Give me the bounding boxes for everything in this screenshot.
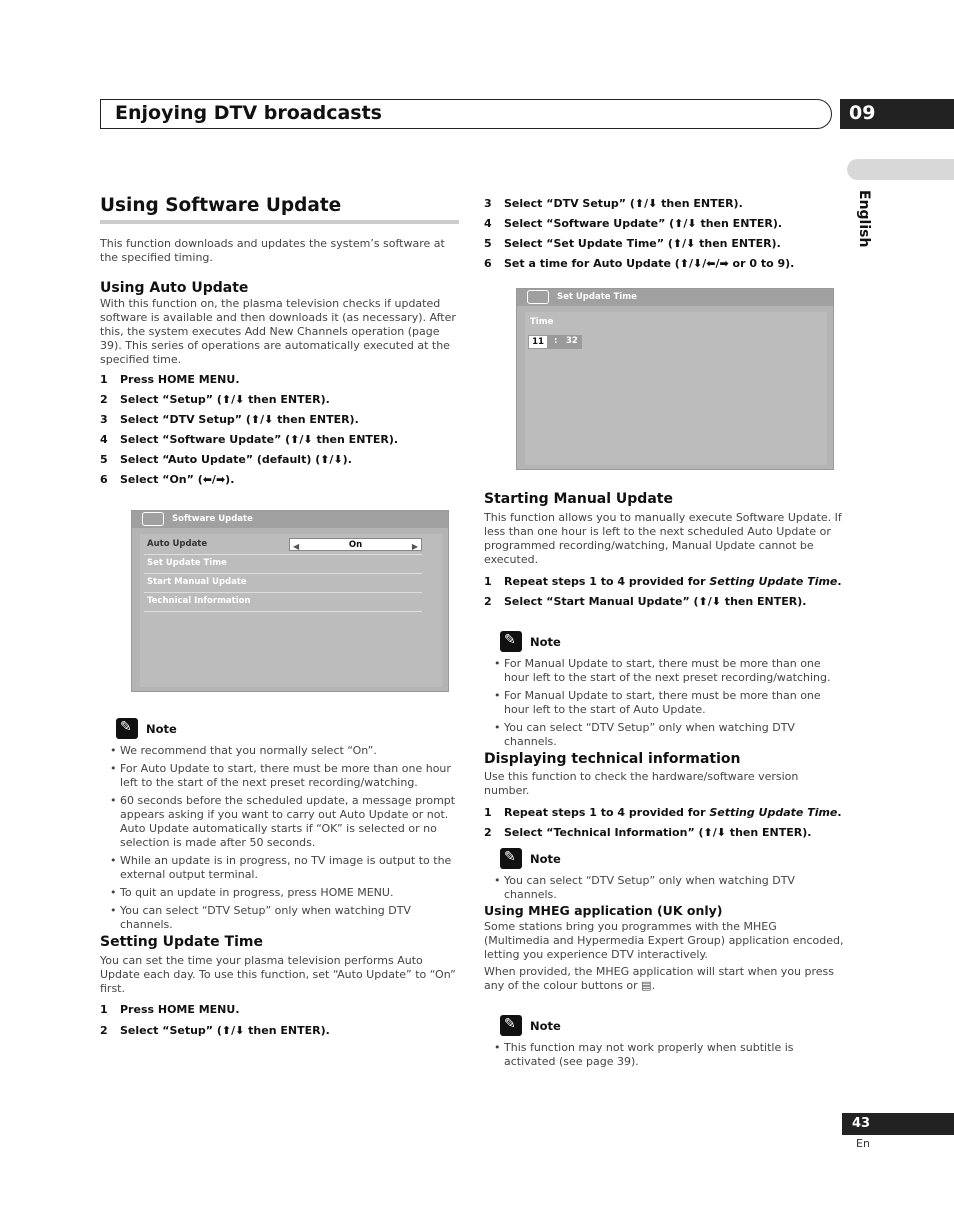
note-2 <box>494 631 844 753</box>
mheg-body-2: When provided, the MHEG application will start when you press any of the colour buttons or ▤. <box>484 965 835 992</box>
note-pencil-icon <box>116 718 138 739</box>
note-bullets <box>494 657 844 749</box>
mheg-section <box>484 903 844 993</box>
technical-info-section <box>484 751 844 839</box>
language-label: English <box>856 190 872 248</box>
tv-icon <box>142 512 164 526</box>
auto-update-value-selector[interactable] <box>289 538 422 551</box>
note-pencil-icon <box>500 631 522 652</box>
note-pencil-icon <box>500 1015 522 1036</box>
step: 2 Select “Technical Information” (⬆/⬇ then ENTER). <box>484 826 812 839</box>
step: 1 Repeat steps 1 to 4 provided for Setting Update Time. <box>484 806 842 819</box>
note-bullets <box>494 1041 844 1069</box>
auto-update-steps <box>100 373 459 486</box>
note-bullet: • For Auto Update to start, there must be more than one hour left to the start of the next preset recording/watching. <box>110 762 460 790</box>
software-update-screen <box>131 510 449 692</box>
note-bullet: • We recommend that you normally select “On”. <box>110 744 460 758</box>
step: 4 Select “Software Update” (⬆/⬇ then ENTER). <box>484 217 783 230</box>
menu-item-set-update-time[interactable]: Set Update Time <box>144 555 422 574</box>
intro-text: This function downloads and updates the system’s software at the specified timing. <box>100 237 445 264</box>
screen-title: Software Update <box>172 514 253 524</box>
mheg-body-1: Some stations bring you programmes with the MHEG (Multimedia and Hypermedia Expert Group) application encoded, letting you experience DTV interactively. <box>484 920 844 961</box>
step: 4 Select “Software Update” (⬆/⬇ then ENTER). <box>100 433 399 446</box>
technical-info-body: Use this function to check the hardware/software version number. <box>484 770 799 797</box>
manual-update-body: This function allows you to manually execute Software Update. If less than one hour is left to the next scheduled Auto Update or programmed recording/watching, Manual Update cannot be executed. <box>484 511 842 566</box>
set-update-time-screen <box>516 288 834 470</box>
step: 5 Select “Set Update Time” (⬆/⬇ then ENTER). <box>484 237 781 250</box>
note-4 <box>494 1015 844 1073</box>
step: 2 Select “Setup” (⬆/⬇ then ENTER). <box>100 393 330 406</box>
step: 2 Select “Start Manual Update” (⬆/⬇ then ENTER). <box>484 595 807 608</box>
step: 6 Set a time for Auto Update (⬆/⬇/⬅/➡ or 0 to 9). <box>484 257 795 270</box>
menu-item-start-manual-update[interactable]: Start Manual Update <box>144 574 422 593</box>
screen-title-bar <box>132 511 448 528</box>
note-heading: ✎ Note <box>500 848 844 869</box>
step: 3 Select “DTV Setup” (⬆/⬇ then ENTER). <box>100 413 359 426</box>
step: 5 Select “Auto Update” (default) (⬆/⬇). <box>100 453 352 466</box>
auto-update-value: On <box>348 540 363 550</box>
setting-update-time-steps <box>100 1003 459 1037</box>
note-1 <box>110 718 460 936</box>
step: 1 Press HOME MENU. <box>100 373 240 386</box>
step: 2 Select “Setup” (⬆/⬇ then ENTER). <box>100 1024 330 1037</box>
technical-info-heading: Displaying technical information <box>484 751 741 767</box>
note-heading: ✎ Note <box>116 718 460 739</box>
chapter-title-bar <box>100 99 832 129</box>
screen-title-bar <box>517 289 833 306</box>
note-pencil-icon <box>500 848 522 869</box>
note-bullets <box>110 744 460 932</box>
section-title: Using Software Update <box>100 195 342 216</box>
note-bullet: • You can select “DTV Setup” only when watching DTV channels. <box>110 904 460 932</box>
screen-title: Set Update Time <box>557 292 637 302</box>
note-bullet: • You can select “DTV Setup” only when watching DTV channels. <box>494 721 844 749</box>
step: 1 Press HOME MENU. <box>100 1003 240 1016</box>
note-bullet: • You can select “DTV Setup” only when watching DTV channels. <box>494 874 844 902</box>
chapter-number: 09 <box>840 99 954 129</box>
auto-update-body: With this function on, the plasma television checks if updated software is available and then downloads it (as necessary). After this, the system executes Add New Channels operation (page 39). This series of operations are automatically executed at the specified time. <box>100 297 456 366</box>
arrow-right-icon[interactable]: ▶ <box>411 542 418 551</box>
mheg-heading: Using MHEG application (UK only) <box>484 903 723 918</box>
menu-item-auto-update[interactable]: Auto Update <box>144 536 422 555</box>
note-heading: ✎ Note <box>500 1015 844 1036</box>
chapter-title: Enjoying DTV broadcasts <box>115 102 382 124</box>
setting-update-time-heading: Setting Update Time <box>100 934 263 950</box>
note-3 <box>494 848 844 906</box>
step: 3 Select “DTV Setup” (⬆/⬇ then ENTER). <box>484 197 743 210</box>
left-column <box>100 195 459 486</box>
time-label: Time <box>530 317 554 327</box>
setting-update-time-body: You can set the time your plasma television performs Auto Update each day. To use this function, set “Auto Update” to “On” first. <box>100 954 456 995</box>
note-bullet: • While an update is in progress, no TV image is output to the external output terminal. <box>110 854 460 882</box>
step: 1 Repeat steps 1 to 4 provided for Setting Update Time. <box>484 575 842 588</box>
manual-update-heading: Starting Manual Update <box>484 491 673 507</box>
setting-update-time-section <box>100 934 459 1037</box>
page-number: 43 <box>842 1113 954 1135</box>
page-language: En <box>856 1137 870 1150</box>
minute-input[interactable]: 32 <box>566 336 578 346</box>
hour-input[interactable]: 11 <box>529 336 547 348</box>
title-rule <box>100 220 459 224</box>
step: 6 Select “On” (⬅/➡). <box>100 473 235 486</box>
note-bullet: • This function may not work properly when subtitle is activated (see page 39). <box>494 1041 844 1069</box>
auto-update-heading: Using Auto Update <box>100 280 249 296</box>
arrow-left-icon[interactable]: ◀ <box>293 542 300 551</box>
menu-item-technical-information[interactable]: Technical Information <box>144 593 422 612</box>
note-bullet: • To quit an update in progress, press HOME MENU. <box>110 886 460 900</box>
language-tab <box>847 159 954 180</box>
note-bullet: • For Manual Update to start, there must be more than one hour left to the start of the next preset recording/watching. <box>494 657 844 685</box>
manual-update-section <box>484 491 844 608</box>
time-separator: : <box>554 336 558 346</box>
right-steps <box>484 197 844 270</box>
note-bullet: • 60 seconds before the scheduled update, a message prompt appears asking if you want to carry out Auto Update or not. Auto Update automatically starts if “OK” is selected or no selection is made after 50 seconds. <box>110 794 460 850</box>
tv-icon <box>527 290 549 304</box>
note-heading: ✎ Note <box>500 631 844 652</box>
note-bullet: • For Manual Update to start, there must be more than one hour left to the start of Auto Update. <box>494 689 844 717</box>
note-bullets <box>494 874 844 902</box>
